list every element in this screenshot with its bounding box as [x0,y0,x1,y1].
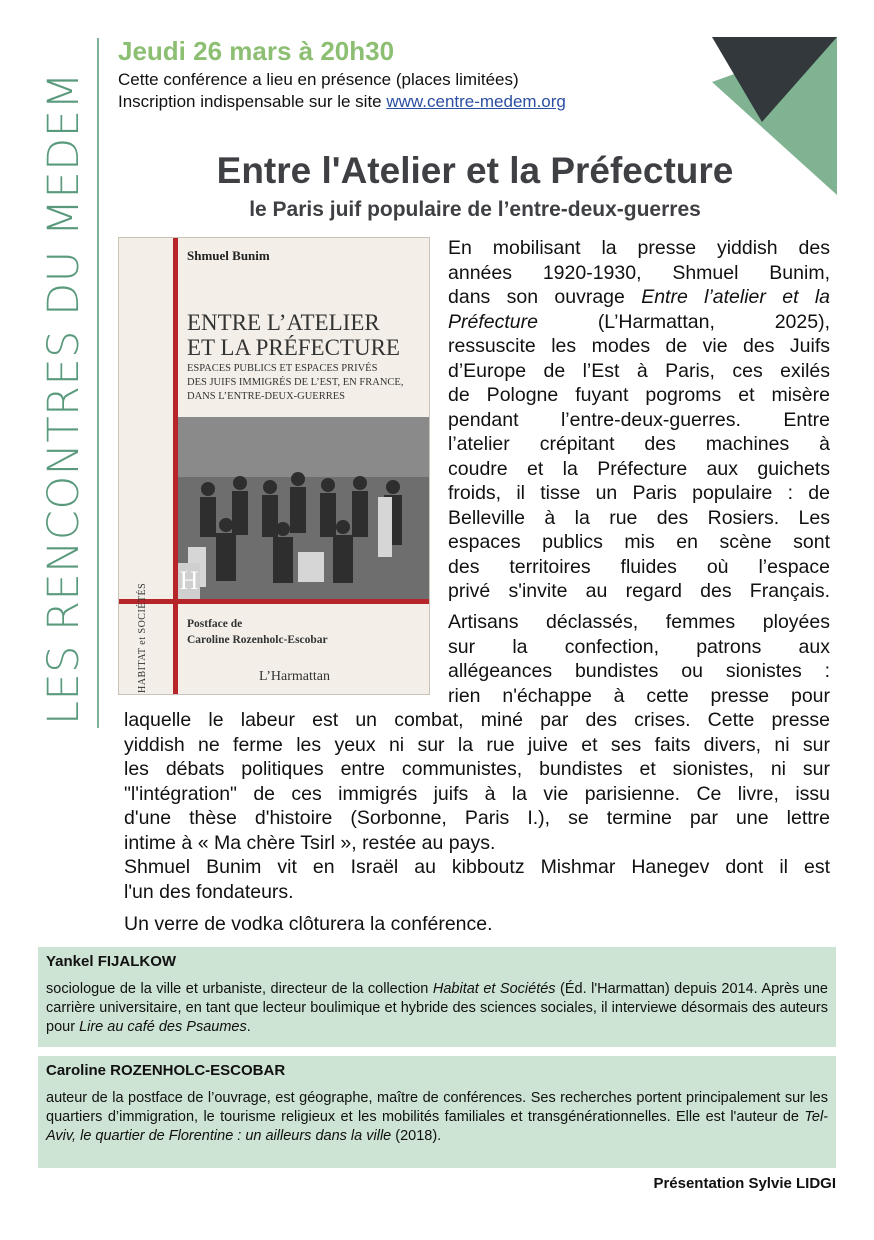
text-line: l'un des fondateurs. [124,880,294,903]
bio-text-fragment: . [246,1019,251,1035]
text-fragment: dans son ouvrage [448,286,642,308]
series-title: LES RENCONTRES DU MEDEM [39,71,89,725]
bio-italic: Habitat et Sociétés [432,981,556,997]
book-title-italic: Préfecture [448,310,538,333]
cover-subtitle-line: DANS L’ENTRE-DEUX-GUERRES [187,391,345,402]
cover-collection: HABITAT et SOCIÉTÉS [137,582,148,693]
text-line: privé s'invite au regard des Français. [448,580,830,602]
page-subtitle: le Paris juif populaire de l’entre-deux-guerres [249,198,701,221]
text-line: d'une thèse d'histoire (Sorbonne, Paris I.), se termine par une lettre [124,807,830,829]
cover-title-line2: ET LA PRÉFECTURE [187,335,400,360]
text-line [448,285,830,310]
presented-by: Présentation Sylvie LIDGI [653,1175,836,1192]
cover-publisher: L’Harmattan [259,669,331,684]
text-line: rien n'échappe à cette presse pour [448,684,830,707]
cover-postface [187,616,328,648]
cover-red-horizontal-band [119,599,429,604]
text-line: intime à « Ma chère Tsirl », restée au pays. [124,831,496,854]
text-line: Artisans déclassés, femmes ployées [448,611,830,633]
cover-postface-label: Postface de [187,618,243,630]
text-line: allégeances bundistes ou sionistes : [448,660,830,682]
body-paragraph-1 [448,236,830,604]
text-line: espaces publics mis en scène sont [448,531,830,553]
bio-text [46,980,828,1037]
text-line: de Pologne fuyant pogroms et misère [448,384,830,406]
bio-text-fragment: (2018). [391,1128,442,1144]
text-line [448,310,830,335]
cover-title-line1: ENTRE L’ATELIER [187,310,380,335]
book-title-italic: Entre l’atelier et la [641,286,830,308]
bio-box-rozenholc [38,1056,836,1168]
text-line: années 1920-1930, Shmuel Bunim, [448,261,830,284]
cover-photo [178,417,430,599]
text-line: ressuscite les modes de vie des Juifs [448,335,830,357]
event-registration [118,92,566,112]
cover-title [187,310,400,360]
bio-box-fijalkow [38,947,836,1047]
event-presence: Cette conférence a lieu en présence (places limitées) [118,70,519,89]
collection-logo: H [178,563,200,599]
bio-italic: Tel-Aviv, le quartier de Florentine : un ailleurs dans la ville [46,1109,828,1144]
body-paragraph-2-top [448,610,830,708]
bio-text-fragment: sociologue de la ville et urbaniste, directeur de la collection [46,981,433,997]
text-line: Shmuel Bunim vit en Israël au kibboutz Mishmar Hanegev dont il est [124,856,830,878]
text-fragment: (L’Harmattan, 2025), [597,310,830,333]
text-line: Belleville à la rue des Rosiers. Les [448,506,830,529]
cover-postface-author: Caroline Rozenholc-Escobar [187,634,328,646]
vertical-divider [97,38,99,728]
text-line: des territoires fluides où l’espace [448,555,830,578]
website-link[interactable]: www.centre-medem.org [386,92,566,111]
text-line: laquelle le labeur est un combat, miné par des crises. Cette presse [124,709,830,731]
text-line: En mobilisant la presse yiddish des [448,237,830,259]
text-line: d’Europe de l’Est à Paris, ces exilés [448,359,830,382]
body-paragraph-2-bottom [124,708,830,904]
text-line: froids, il tisse un Paris populaire : de [448,482,830,504]
event-date: Jeudi 26 mars à 20h30 [118,36,395,66]
bio-name: Yankel FIJALKOW [46,953,177,970]
text-line: sur la confection, patrons aux [448,635,830,658]
bio-name: Caroline ROZENHOLC-ESCOBAR [46,1062,286,1079]
text-line: yiddish ne ferme les yeux ni sur la rue juive et ses faits divers, ni sur [124,733,830,756]
cover-author: Shmuel Bunim [187,248,270,263]
cover-subtitle [187,362,403,404]
page-title: Entre l'Atelier et la Préfecture [216,150,734,191]
bio-italic: Lire au café des Psaumes [79,1019,247,1035]
cover-subtitle-line: DES JUIFS IMMIGRÉS DE L’EST, EN FRANCE, [187,377,404,388]
book-cover [118,237,430,695]
bio-text-fragment: auteur de la postface de l’ouvrage, est géographe, maître de conférences. Ses recherches portent principalement sur les quartiers d’immigration, le tourisme religieux et les mobilités familiales et transgénérationnelles. Elle est l'auteur de [46,1090,828,1125]
closing-line: Un verre de vodka clôturera la conférence. [124,913,493,935]
text-line: coudre et la Préfecture aux guichets [448,457,830,480]
bio-text-fragment: (Éd. l'Harmattan) depuis 2014. Après une carrière universitaire, en tant que lecteur boulimique et hybride des sciences sociales, il interviewe désormais des auteurs pour [46,981,828,1035]
text-line: les débats politiques entre communistes, bundistes et sionistes, ni sur [124,758,830,780]
text-line: "l'intégration" de ces immigrés juifs à la vie parisienne. Ce livre, issu [124,782,830,805]
text-line: pendant l’entre-deux-guerres. Entre [448,408,830,431]
group-photo-illustration [178,417,430,599]
cover-subtitle-line: ESPACES PUBLICS ET ESPACES PRIVÉS [187,363,378,374]
registration-text: Inscription indispensable sur le site [118,92,387,111]
bio-text [46,1089,828,1146]
text-line: l’atelier crépitant des machines à [448,433,830,455]
